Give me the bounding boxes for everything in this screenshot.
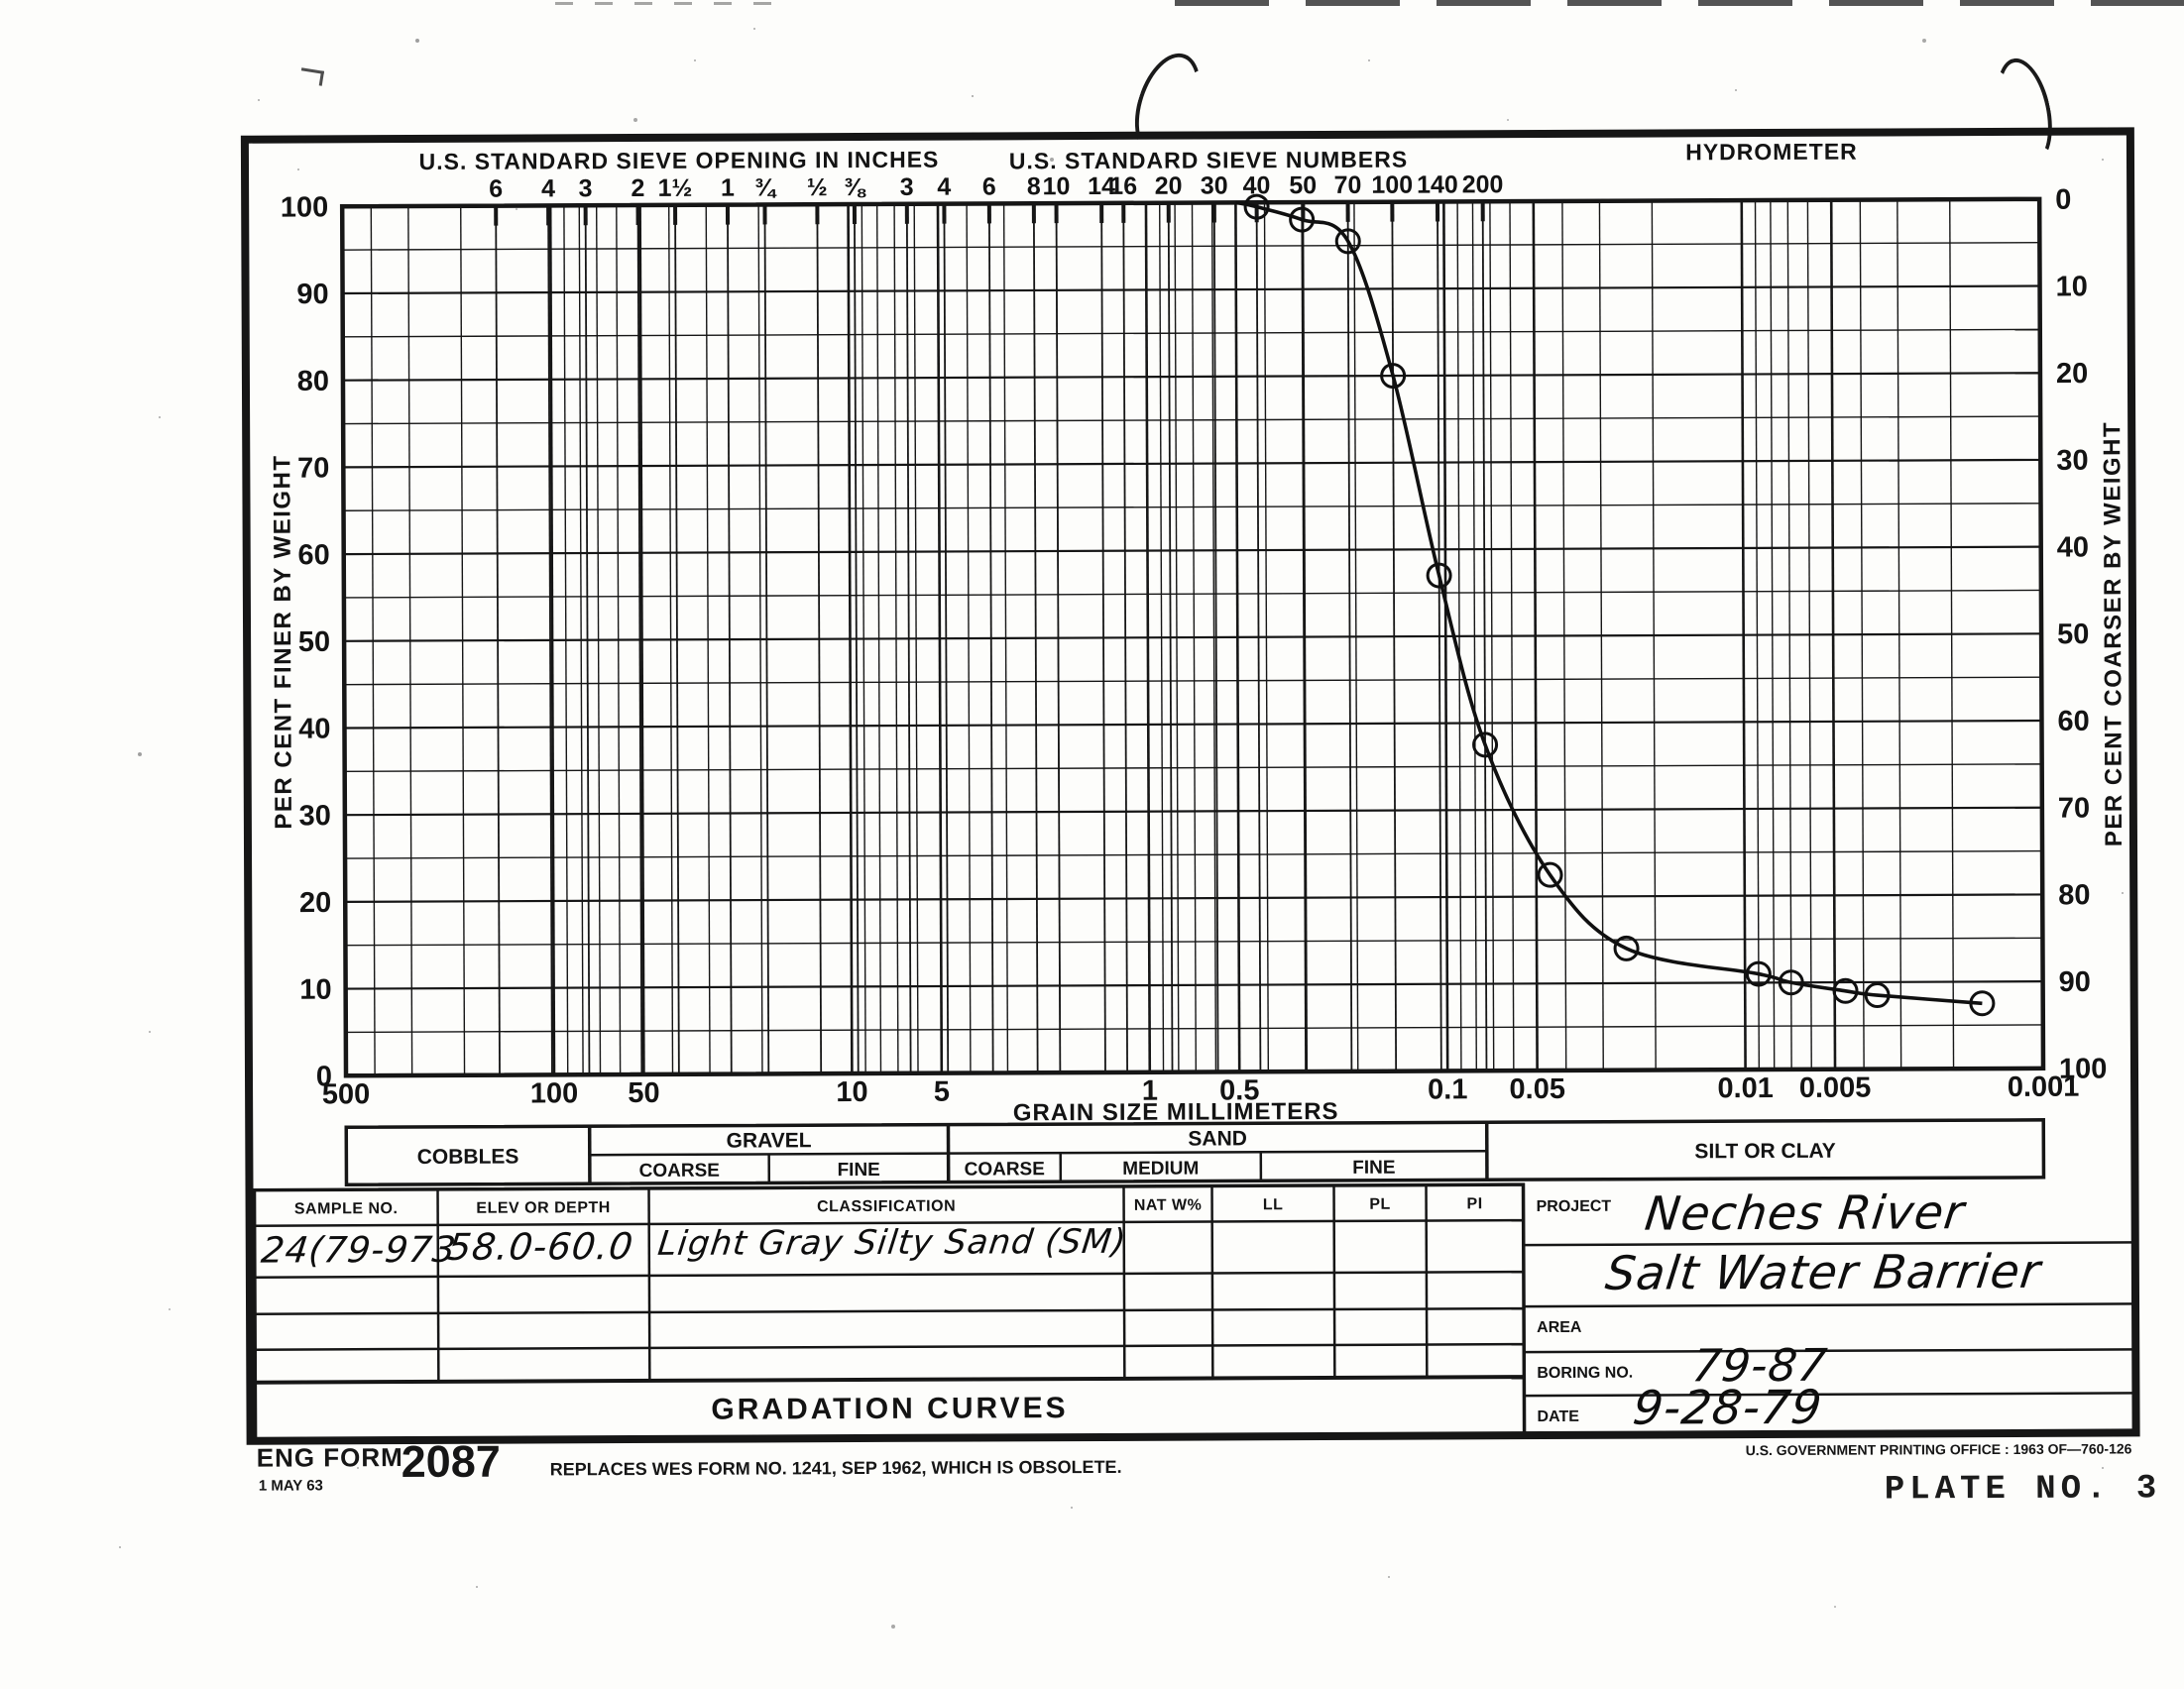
sieve-tick-label: 3: [899, 172, 914, 201]
y-right-tick: 0: [2055, 183, 2072, 216]
boring-no-label: BORING NO.: [1537, 1364, 1634, 1383]
sample-table-header: PL: [1369, 1195, 1391, 1213]
printing-office-note: U.S. GOVERNMENT PRINTING OFFICE : 1963 OF—760-126: [1745, 1440, 2132, 1459]
y-right-tick: 30: [2056, 444, 2089, 477]
y-left-tick: 0: [315, 1061, 333, 1093]
sieve-tick-label: 30: [1200, 171, 1228, 200]
band-sand-coarse: COARSE: [964, 1159, 1045, 1181]
chart-grid: [342, 199, 2043, 1075]
band-gravel: GRAVEL: [726, 1129, 812, 1153]
sieve-tick-label: 1: [720, 173, 735, 202]
form-line: [438, 1189, 439, 1382]
band-gravel-fine: FINE: [837, 1159, 880, 1182]
sieve-tick-label: 16: [1109, 171, 1138, 200]
band-cobbles: COBBLES: [416, 1145, 519, 1169]
form-line: [1212, 1185, 1213, 1378]
x-axis-title: GRAIN SIZE MILLIMETERS: [1012, 1097, 1339, 1127]
project-label: PROJECT: [1536, 1197, 1612, 1216]
sieve-numbers-title: U.S. STANDARD SIEVE NUMBERS: [1008, 146, 1409, 174]
band-sand: SAND: [1188, 1127, 1247, 1151]
sample-table-header: NAT W%: [1133, 1196, 1203, 1214]
sieve-tick-label: 2: [631, 173, 645, 203]
hydrometer-title: HYDROMETER: [1685, 138, 1858, 166]
sample-table-header: LL: [1262, 1196, 1284, 1214]
x-tick-label: 100: [529, 1077, 579, 1110]
y-right-tick: 20: [2055, 358, 2089, 391]
x-tick-label: 50: [628, 1076, 660, 1110]
sieve-tick-label: 20: [1154, 171, 1183, 200]
y-left-tick: 100: [280, 191, 329, 224]
y-left-tick: 10: [299, 973, 332, 1006]
size-classification-band: [346, 1120, 2043, 1184]
sieve-tick-label: 6: [981, 172, 996, 201]
sample-table-header: CLASSIFICATION: [817, 1197, 957, 1216]
y-right-axis-title: PER CENT COARSER BY WEIGHT: [2099, 420, 2128, 847]
x-tick-label: 0.01: [1717, 1072, 1774, 1105]
sieve-tick-label: 4: [937, 172, 952, 201]
form-revision-date: 1 MAY 63: [258, 1477, 323, 1495]
sample-table-header: SAMPLE NO.: [293, 1200, 399, 1218]
sieve-tick-label: 3: [578, 174, 593, 203]
y-left-tick: 70: [297, 452, 330, 485]
y-left-tick: 30: [298, 800, 331, 833]
elev-depth-value: 58.0-60.0: [445, 1225, 636, 1269]
sieve-tick-label: 100: [1371, 170, 1414, 199]
form-line: [1427, 1185, 1428, 1378]
x-tick-label: 0.1: [1428, 1073, 1468, 1106]
y-left-tick: 80: [296, 365, 330, 397]
sieve-tick-label: 14: [1088, 171, 1116, 201]
replaces-note: REPLACES WES FORM NO. 1241, SEP 1962, WHICH IS OBSOLETE.: [549, 1456, 1122, 1480]
x-tick-label: 5: [933, 1075, 951, 1108]
scan-noise-speckles: [0, 0, 2, 2]
plate-number: PLATE NO. 3: [1884, 1470, 2162, 1510]
sieve-tick-label: 40: [1242, 171, 1271, 200]
sieve-tick-label: 70: [1333, 170, 1362, 199]
x-tick-label: 0.005: [1798, 1071, 1872, 1104]
sample-table-header: PI: [1466, 1195, 1483, 1213]
y-right-tick: 90: [2058, 965, 2091, 999]
x-tick-label: 0.001: [2007, 1070, 2080, 1103]
sieve-tick-label: 200: [1461, 170, 1504, 199]
date-label: DATE: [1537, 1408, 1579, 1426]
form-line: [1524, 1393, 2135, 1396]
form-number: 2087: [401, 1435, 501, 1488]
y-left-axis-title: PER CENT FINER BY WEIGHT: [269, 454, 297, 830]
band-silt-or-clay: SILT OR CLAY: [1694, 1139, 1836, 1164]
band-gravel-coarse: COARSE: [638, 1160, 720, 1182]
x-tick-label: 0.05: [1509, 1072, 1565, 1106]
area-label: AREA: [1537, 1318, 1582, 1337]
x-tick-label: 500: [321, 1078, 371, 1111]
sieve-tick-label: ¾: [753, 173, 775, 202]
form-line: [255, 1377, 1524, 1383]
form-line: [1124, 1186, 1125, 1379]
sieve-tick-label: 4: [540, 174, 556, 203]
chart-headers: [419, 139, 1858, 176]
y-right-tick: 70: [2057, 792, 2091, 825]
y-left-tick: 40: [298, 713, 331, 745]
boring-no-value: 79-87: [1689, 1338, 1831, 1393]
sieve-tick-label: 6: [489, 174, 504, 203]
sieve-tick-label: ½: [806, 173, 828, 202]
project-value-line1: Neches River: [1642, 1185, 1968, 1242]
sieve-tick-label: 1½: [657, 173, 693, 202]
form-line: [1524, 1349, 2135, 1352]
project-value-line2: Salt Water Barrier: [1602, 1244, 2044, 1301]
y-left-tick: 90: [296, 279, 329, 311]
sample-no-value: 24(79-973: [259, 1229, 459, 1272]
band-sand-medium: MEDIUM: [1122, 1158, 1200, 1180]
y-left-tick: 20: [298, 886, 332, 920]
eng-form-label: ENG FORM: [256, 1442, 403, 1473]
date-value: 9-28-79: [1630, 1380, 1826, 1436]
y-right-tick: 80: [2058, 879, 2091, 912]
band-sand-fine: FINE: [1352, 1157, 1396, 1179]
sieve-tick-label: 10: [1042, 172, 1071, 201]
y-right-tick: 60: [2057, 705, 2090, 737]
sieve-tick-label: ⅜: [844, 172, 865, 202]
y-right-tick: 100: [2058, 1053, 2108, 1085]
y-right-tick: 50: [2057, 619, 2090, 651]
form-line: [649, 1188, 650, 1381]
sieve-tick-label: 140: [1417, 170, 1458, 199]
classification-value: Light Gray Silty Sand (SM): [655, 1221, 1129, 1264]
y-left-tick: 50: [297, 625, 331, 658]
x-tick-label: 10: [836, 1075, 868, 1109]
y-right-tick: 40: [2056, 531, 2090, 564]
form-line: [1334, 1185, 1335, 1378]
y-left-tick: 60: [297, 539, 330, 572]
sieve-tick-label: 50: [1289, 171, 1318, 200]
x-tick-label: 0.5: [1219, 1074, 1260, 1107]
y-right-tick: 10: [2055, 271, 2088, 303]
gradation-curves-title: GRADATION CURVES: [711, 1392, 1069, 1426]
sieve-tick-label: 8: [1026, 172, 1041, 201]
sample-table-header: ELEV OR DEPTH: [476, 1199, 611, 1217]
form-line: [590, 1151, 1487, 1155]
sieve-inches-title: U.S. STANDARD SIEVE OPENING IN INCHES: [418, 146, 940, 174]
form-line: [1524, 1303, 2135, 1306]
x-tick-label: 1: [1141, 1074, 1159, 1107]
